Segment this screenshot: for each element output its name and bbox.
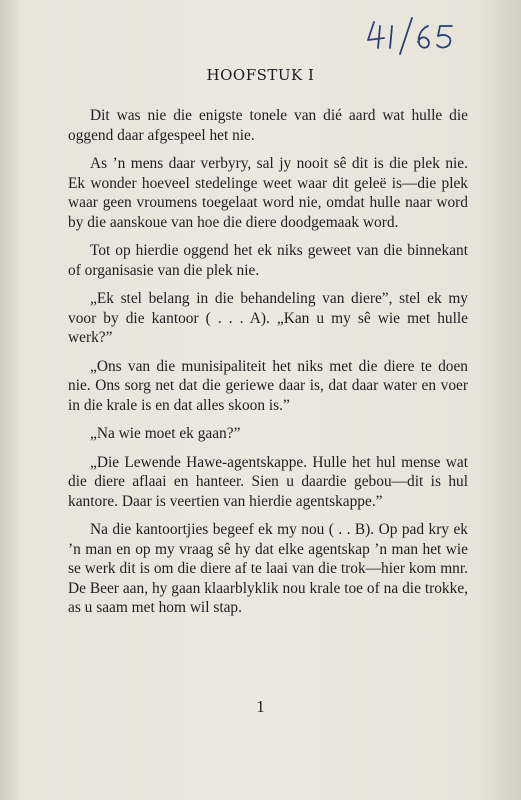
paragraph-6: „Na wie moet ek gaan?” [90,425,241,442]
paragraph-8: Na die kantoortjies begeef ek my nou ( . . B). Op pad kry ek ’n man en op my vraag sê hy dat elke agentskap ’n man het wie se werk dit is om die diere af te laai van die trok—hier kom mnr. De Beer aan, hy gaan klaarblyklik nou krale toe of na die trokke, as u saam met hom wil stap. [68,521,468,616]
paragraph-7: „Die Lewende Hawe-agentskappe. Hulle het hul mense wat die diere aflaai en hanteer. Sien u daardie gebou—dit is hul kantore. Daar is veertien van hierdie agentskappe.” [68,453,468,510]
paragraph-1: Dit was nie die enigste tonele van dié aard wat hulle die oggend daar afgespeel het nie. [68,107,468,144]
chapter-body [68,106,468,627]
paragraph-2: As ’n mens daar verbyry, sal jy nooit sê dit is die plek nie. Ek wonder hoeveel stedelinge weet waar dit geleë is—die plek waar geen vroumens toegelaat word nie, omdat hulle naar word by die aanskoue van hoe die diere doodgemaak word. [68,155,468,231]
paragraph-3: Tot op hierdie oggend het ek niks geweet van die binnekant of organisasie van die plek nie. [68,242,468,279]
page-number: 1 [256,697,265,716]
chapter-heading: HOOFSTUK I [206,66,315,84]
handwritten-page-annotation [360,14,470,56]
paragraph-4: „Ek stel belang in die behandeling van diere”, stel ek my voor by die kantoor ( . . . A). „Kan u my sê wie met hulle werk?” [68,290,468,346]
paragraph-5: „Ons van die munisipaliteit het niks met die diere te doen nie. Ons sorg net dat die geriewe daar is, dat daar water en voer in die krale is en dat alles skoon is.” [68,357,468,414]
